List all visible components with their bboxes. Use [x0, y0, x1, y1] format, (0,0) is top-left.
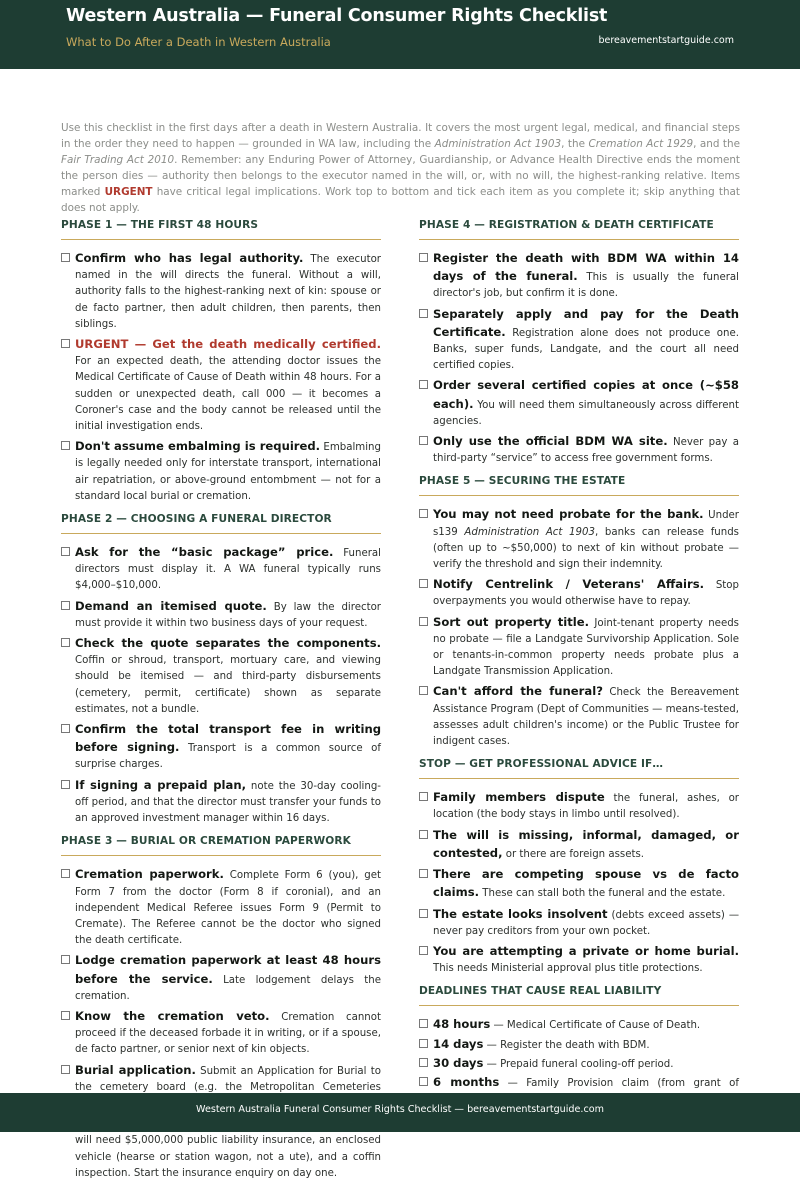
item-heading: Can't afford the funeral?: [433, 684, 603, 699]
item-heading: Sort out property title.: [433, 614, 589, 629]
item-text: Under s139: [433, 510, 739, 538]
item-text: or there are foreign assets.: [502, 848, 645, 860]
item-text: — Family Provision claim (from grant of: [507, 1077, 739, 1089]
item-text: These can stall both the funeral and the estate.: [479, 888, 726, 900]
checkbox[interactable]: [61, 1011, 70, 1020]
item-text: — Medical Certificate of Cause of Death.: [490, 1020, 701, 1032]
page-header: [0, 0, 800, 69]
phase-heading: STOP — GET PROFESSIONAL ADVICE IF…: [419, 758, 739, 779]
item-text: will need $5,000,000 public liability insurance, an enclosed vehicle (hearse or station wagon, not a ute), and a coffin inspection. Start the insurance enquiry on day one.: [75, 1135, 381, 1179]
checkbox[interactable]: [419, 830, 428, 839]
checkbox[interactable]: [61, 869, 70, 878]
item-text: This needs Ministerial approval plus title protections.: [433, 963, 703, 975]
phase-heading: PHASE 3 — BURIAL OR CREMATION PAPERWORK: [61, 835, 381, 856]
item-heading: 6 months: [433, 1074, 500, 1089]
intro-paragraph: [61, 120, 740, 216]
checklist-item: [61, 598, 381, 632]
act-reference: Administration Act 1903: [464, 526, 595, 538]
item-heading: Notify Centrelink / Veterans' Affairs.: [433, 577, 705, 592]
deadline-item: [419, 1055, 739, 1073]
item-text: , banks can release funds (often up to ~$50,000) to next of kin without probate — verify the threshold and sign their indemnity.: [433, 526, 739, 571]
item-heading: URGENT — Get the death medically certified.: [75, 337, 381, 352]
checkbox[interactable]: [419, 946, 428, 955]
item-text: Funeral directors must display it. A WA funeral typically runs $4,000–$10,000.: [75, 548, 381, 592]
item-heading: The will is missing, informal, damaged, or contested,: [433, 827, 739, 860]
item-text: Joint-tenant property needs no probate — file a Landgate Survivorship Application. Sole or tenants-in-common property needs probate plus a Landgate Transmission Application.: [433, 617, 739, 678]
checklist-item: [61, 1008, 381, 1059]
item-text: Transport is a common source of surprise charges.: [75, 743, 381, 771]
site-link[interactable]: bereavementstartguide.com: [598, 35, 734, 46]
item-heading: Ask for the “basic package” price.: [75, 545, 334, 560]
checklist-item: [61, 544, 381, 595]
checkbox[interactable]: [61, 601, 70, 610]
item-text: Complete Form 6 (you), get Form 7 from the doctor (Form 8 if coronial), and an independent Medical Referee issues Form 9 (Permit to Cremate). The Referee cannot be the doctor who signed the death certificate.: [75, 870, 381, 947]
item-heading: 48 hours: [433, 1017, 491, 1032]
phase-heading: DEADLINES THAT CAUSE REAL LIABILITY: [419, 985, 739, 1006]
item-text: You will need them simultaneously across different agencies.: [433, 399, 739, 427]
phase-heading: PHASE 5 — SECURING THE ESTATE: [419, 475, 739, 496]
checklist-item: [419, 377, 739, 430]
item-text: Never pay a third-party “service” to access free government forms.: [433, 437, 740, 465]
item-heading: Register the death with BDM WA within 14 days of the funeral.: [433, 251, 739, 284]
checkbox[interactable]: [419, 253, 428, 262]
checkbox[interactable]: [419, 309, 428, 318]
item-text: Cremation cannot proceed if the deceased forbade it in writing, or if a spouse, de facto partner, or senior next of kin objects.: [75, 1011, 381, 1056]
deadline-item: [419, 1016, 739, 1034]
checkbox[interactable]: [419, 509, 428, 518]
item-heading: 14 days: [433, 1036, 484, 1051]
act-reference: Fair Trading Act 2010: [61, 154, 175, 166]
page-footer: [0, 1093, 800, 1132]
checklist-item: [419, 906, 739, 940]
item-heading: Know the cremation veto.: [75, 1008, 270, 1023]
item-heading: Burial application.: [75, 1062, 196, 1077]
intro-text: , the: [561, 138, 589, 150]
checkbox[interactable]: [419, 1019, 428, 1028]
item-heading: Family members dispute: [433, 790, 605, 805]
checkbox[interactable]: [419, 686, 428, 695]
item-text: The executor named in the will directs the funeral. Without a will, authority falls to the highest-ranking next of kin: spouse or de facto partner, then adult children, then parents, then siblings.: [75, 254, 381, 330]
checkbox[interactable]: [419, 579, 428, 588]
checkbox[interactable]: [419, 1077, 428, 1086]
item-heading: Only use the official BDM WA site.: [433, 434, 668, 449]
item-heading: Don't assume embalming is required.: [75, 439, 321, 454]
checkbox[interactable]: [419, 1058, 428, 1067]
item-heading: Cremation paperwork.: [75, 867, 224, 882]
item-heading: Order several certified copies at once (~$58 each).: [433, 378, 739, 411]
item-text: — Prepaid funeral cooling-off period.: [483, 1058, 674, 1070]
checklist-item: [61, 438, 381, 505]
item-heading: Lodge cremation paperwork at least 48 hours before the service.: [75, 953, 381, 986]
item-text: Registration alone does not produce one. Banks, super funds, Landgate, and the court all need certified copies.: [433, 327, 739, 372]
item-heading: You are attempting a private or home burial.: [433, 943, 739, 958]
checklist-item: [419, 506, 739, 573]
intro-text: . Remember: any Enduring Power of Attorney, Guardianship, or Advance Health Directive ends the moment the person dies — authority then belongs to the executor named in the will, or, with no will, the highest-ranking relative. Items marked: [61, 154, 740, 198]
phase-heading: PHASE 1 — THE FIRST 48 HOURS: [61, 219, 381, 240]
right-column: [419, 219, 739, 1109]
checkbox[interactable]: [61, 339, 70, 348]
checklist-item: [61, 866, 381, 949]
checkbox[interactable]: [61, 638, 70, 647]
checklist-item: [419, 306, 739, 375]
checkbox[interactable]: [61, 780, 70, 789]
item-heading: If signing a prepaid plan,: [75, 777, 246, 792]
phase-heading: PHASE 4 — REGISTRATION & DEATH CERTIFICATE: [419, 219, 739, 240]
checkbox[interactable]: [419, 869, 428, 878]
checklist-item: [419, 683, 739, 750]
item-text: By law the director must provide it within two business days of your request.: [75, 601, 381, 629]
item-heading: Confirm who has legal authority.: [75, 251, 304, 265]
checklist-item: [419, 866, 739, 902]
item-heading: Check the quote separates the components.: [75, 636, 381, 651]
checkbox[interactable]: [419, 617, 428, 626]
checkbox[interactable]: [61, 441, 70, 450]
item-heading: The estate looks insolvent: [433, 906, 608, 921]
checklist-item: [61, 250, 381, 333]
checkbox[interactable]: [61, 253, 70, 262]
checkbox[interactable]: [419, 909, 428, 918]
checklist-item: [419, 576, 739, 610]
urgent-label: URGENT: [104, 186, 153, 198]
checkbox[interactable]: [61, 955, 70, 964]
intro-text: have critical legal implications. Work top to bottom and tick each item as you complete it; skip anything that does not apply.: [61, 186, 741, 214]
phase-heading: PHASE 2 — CHOOSING A FUNERAL DIRECTOR: [61, 513, 381, 534]
checklist-item: [419, 614, 739, 681]
checklist-item: [419, 433, 739, 467]
item-text: Check the Bereavement Assistance Program (Dept of Communities — means-tested, assesses adult children's income) or the Public Trustee for indigent cases.: [433, 687, 740, 748]
page-subtitle: What to Do After a Death in Western Australia: [66, 35, 331, 49]
left-column: [61, 219, 381, 1185]
checklist-item: [419, 827, 739, 863]
checklist-item: [61, 777, 381, 828]
footer-text: Western Australia Funeral Consumer Rights Checklist — bereavementstartguide.com: [196, 1104, 604, 1115]
item-text: Submit an Application for Burial to the cemetery board (e.g. the Metropolitan Cemeteries: [75, 1065, 381, 1093]
checklist-item: [61, 635, 381, 718]
item-heading: There are competing spouse vs de facto claims.: [433, 867, 739, 900]
item-text: note the 30-day cooling-off period, and that the director must transfer your funds to an approved investment manager within 16 days.: [75, 780, 381, 825]
checklist-item-urgent: [61, 336, 381, 435]
item-heading: Confirm the total transport fee in writing before signing.: [75, 722, 381, 755]
checkbox[interactable]: [61, 724, 70, 733]
item-text: Embalming is legally needed only for interstate transport, international air repatriation, or above-ground entombment — not for a standard local burial or cremation.: [75, 442, 381, 502]
act-reference: Administration Act 1903: [434, 138, 562, 150]
checkbox[interactable]: [61, 547, 70, 556]
item-text: Coffin or shroud, transport, mortuary care, and viewing should be itemised — and third-party disbursements (cemetery, permit, certificate) shown as separate estimates, not a bundle.: [75, 655, 381, 715]
checklist-item: [419, 789, 739, 823]
item-heading: Separately apply and pay for the Death Certificate.: [433, 306, 739, 339]
item-text: For an expected death, the attending doctor issues the Medical Certificate of Cause of Death within 48 hours. For a sudden or unexpected death, call 000 — it becomes a Coroner's case and the body cannot be released until the initial investigation ends.: [75, 356, 381, 433]
act-reference: Cremation Act 1929: [588, 138, 694, 150]
checklist-item: [419, 943, 739, 977]
checklist-item: [419, 250, 739, 303]
item-heading: You may not need probate for the bank.: [433, 507, 704, 522]
checkbox[interactable]: [419, 380, 428, 389]
checkbox[interactable]: [419, 1039, 428, 1048]
item-heading: Demand an itemised quote.: [75, 598, 267, 613]
checklist-item: [61, 721, 381, 774]
item-text: (debts exceed assets) — never pay creditors from your own pocket.: [433, 909, 740, 937]
deadline-item: [419, 1036, 739, 1054]
checkbox[interactable]: [419, 792, 428, 801]
checklist-item: [61, 952, 381, 1005]
intro-text: , and the: [693, 138, 740, 150]
intro-text: Use this checklist in the first days after a death in Western Australia. It covers the most urgent legal, medical, and financial steps in the order they need to happen — grounded in WA law, including the: [61, 122, 740, 150]
item-text: — Register the death with BDM.: [483, 1039, 650, 1051]
page-title: Western Australia — Funeral Consumer Rights Checklist: [66, 6, 608, 26]
item-text: Late lodgement delays the cremation.: [75, 974, 382, 1002]
checkbox[interactable]: [61, 1065, 70, 1074]
item-text: the funeral, ashes, or location (the body stays in limbo until resolved).: [433, 793, 739, 821]
item-text: Stop overpayments you would otherwise have to repay.: [433, 580, 739, 608]
item-heading: 30 days: [433, 1055, 484, 1070]
item-text: This is usually the funeral director's job, but confirm it is done.: [433, 272, 739, 300]
checkbox[interactable]: [419, 436, 428, 445]
